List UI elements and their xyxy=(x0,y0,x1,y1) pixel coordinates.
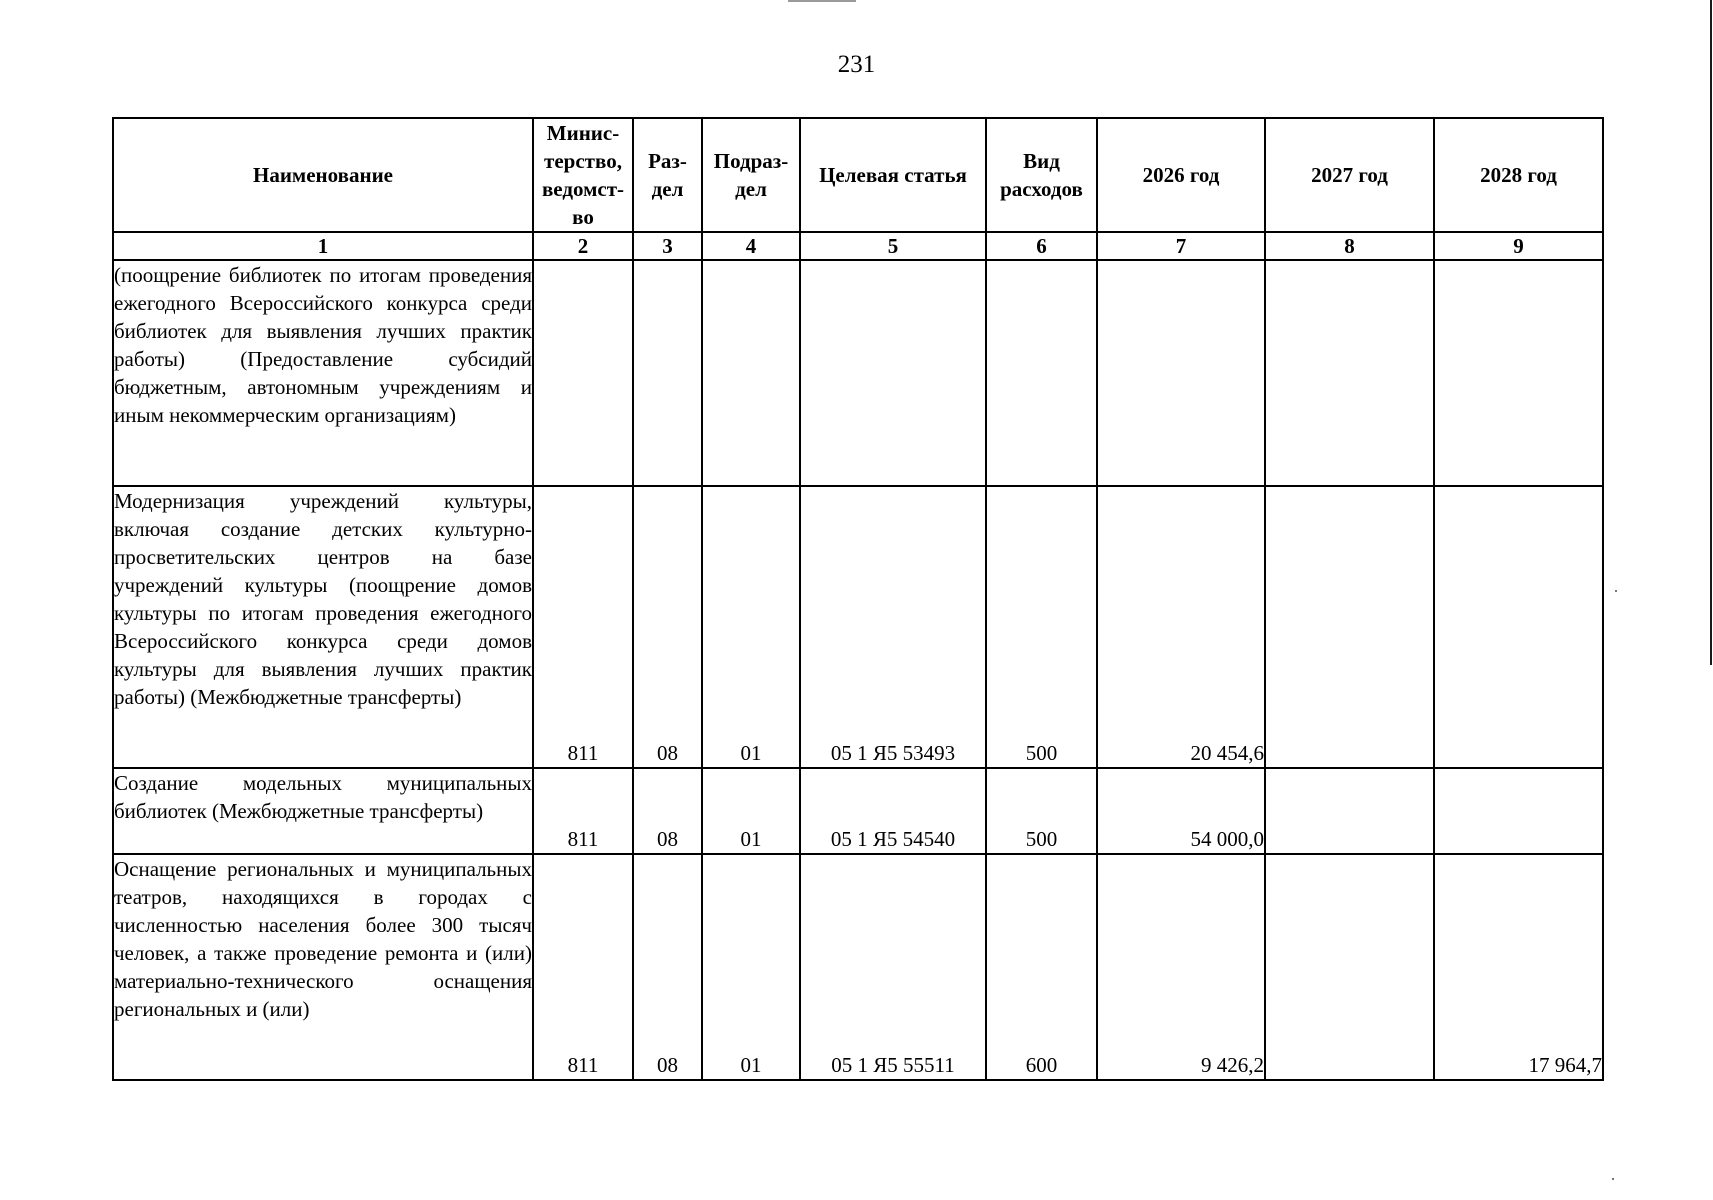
header-name: Наименование xyxy=(113,118,533,232)
cell-ministry: 811 xyxy=(533,486,633,768)
cell-expense-type: 500 xyxy=(986,768,1097,854)
column-number: 2 xyxy=(533,232,633,260)
column-number: 7 xyxy=(1097,232,1265,260)
column-number: 4 xyxy=(702,232,800,260)
header-section: Раз-дел xyxy=(633,118,702,232)
header-2027: 2027 год xyxy=(1265,118,1434,232)
row-name: (поощрение библиотек по итогам проведения ежегодного Всероссийского конкурса среди библиотек для выявления лучших практик работы) (Предоставление субсидий бюджетным, автономным учреждениям и иным некоммерческим организациям) xyxy=(113,260,533,486)
cell-subsection: 01 xyxy=(702,768,800,854)
cell-target: 05 1 Я5 53493 xyxy=(800,486,986,768)
cell-target xyxy=(800,260,986,486)
cell-expense-type xyxy=(986,260,1097,486)
top-edge-mark xyxy=(788,0,856,2)
cell-subsection: 01 xyxy=(702,486,800,768)
scan-edge-line xyxy=(1710,0,1712,665)
cell-2028 xyxy=(1434,768,1603,854)
cell-2027 xyxy=(1265,768,1434,854)
table-row xyxy=(113,854,1603,1080)
cell-ministry: 811 xyxy=(533,768,633,854)
scan-speck xyxy=(1612,1178,1614,1180)
cell-target: 05 1 Я5 55511 xyxy=(800,854,986,1080)
cell-ministry xyxy=(533,260,633,486)
cell-section xyxy=(633,260,702,486)
column-number: 3 xyxy=(633,232,702,260)
cell-2026: 9 426,2 xyxy=(1097,854,1265,1080)
scan-speck xyxy=(1615,590,1617,592)
cell-2028: 17 964,7 xyxy=(1434,854,1603,1080)
cell-subsection: 01 xyxy=(702,854,800,1080)
header-row xyxy=(113,118,1603,232)
cell-section: 08 xyxy=(633,768,702,854)
row-name: Модернизация учреждений культуры, включая создание детских культурно-просветительских центров на базе учреждений культуры (поощрение домов культуры по итогам проведения ежегодного Всероссийского конкурса среди домов культуры для выявления лучших практик работы) (Межбюджетные трансферты) xyxy=(113,486,533,768)
table-row xyxy=(113,486,1603,768)
table-row xyxy=(113,260,1603,486)
cell-2028 xyxy=(1434,486,1603,768)
header-ministry: Минис-терство, ведомст-во xyxy=(533,118,633,232)
column-number: 8 xyxy=(1265,232,1434,260)
column-number: 5 xyxy=(800,232,986,260)
cell-2027 xyxy=(1265,854,1434,1080)
cell-ministry: 811 xyxy=(533,854,633,1080)
cell-2026 xyxy=(1097,260,1265,486)
row-name: Создание модельных муниципальных библиотек (Межбюджетные трансферты) xyxy=(113,768,533,854)
column-number: 6 xyxy=(986,232,1097,260)
header-2026: 2026 год xyxy=(1097,118,1265,232)
cell-expense-type: 600 xyxy=(986,854,1097,1080)
cell-expense-type: 500 xyxy=(986,486,1097,768)
cell-target: 05 1 Я5 54540 xyxy=(800,768,986,854)
cell-2027 xyxy=(1265,260,1434,486)
table-row xyxy=(113,768,1603,854)
header-target: Целевая статья xyxy=(800,118,986,232)
cell-section: 08 xyxy=(633,486,702,768)
row-name: Оснащение региональных и муниципальных театров, находящихся в городах с численностью населения более 300 тысяч человек, а также проведение ремонта и (или) материально-технического оснащения региональных и (или) xyxy=(113,854,533,1080)
column-number-row xyxy=(113,232,1603,260)
page-number: 231 xyxy=(837,51,876,78)
cell-2027 xyxy=(1265,486,1434,768)
cell-subsection xyxy=(702,260,800,486)
header-expense-type: Вид расходов xyxy=(986,118,1097,232)
cell-2028 xyxy=(1434,260,1603,486)
cell-2026: 20 454,6 xyxy=(1097,486,1265,768)
cell-section: 08 xyxy=(633,854,702,1080)
cell-2026: 54 000,0 xyxy=(1097,768,1265,854)
header-subsection: Подраз-дел xyxy=(702,118,800,232)
column-number: 1 xyxy=(113,232,533,260)
budget-table xyxy=(112,117,1604,1081)
column-number: 9 xyxy=(1434,232,1603,260)
header-2028: 2028 год xyxy=(1434,118,1603,232)
